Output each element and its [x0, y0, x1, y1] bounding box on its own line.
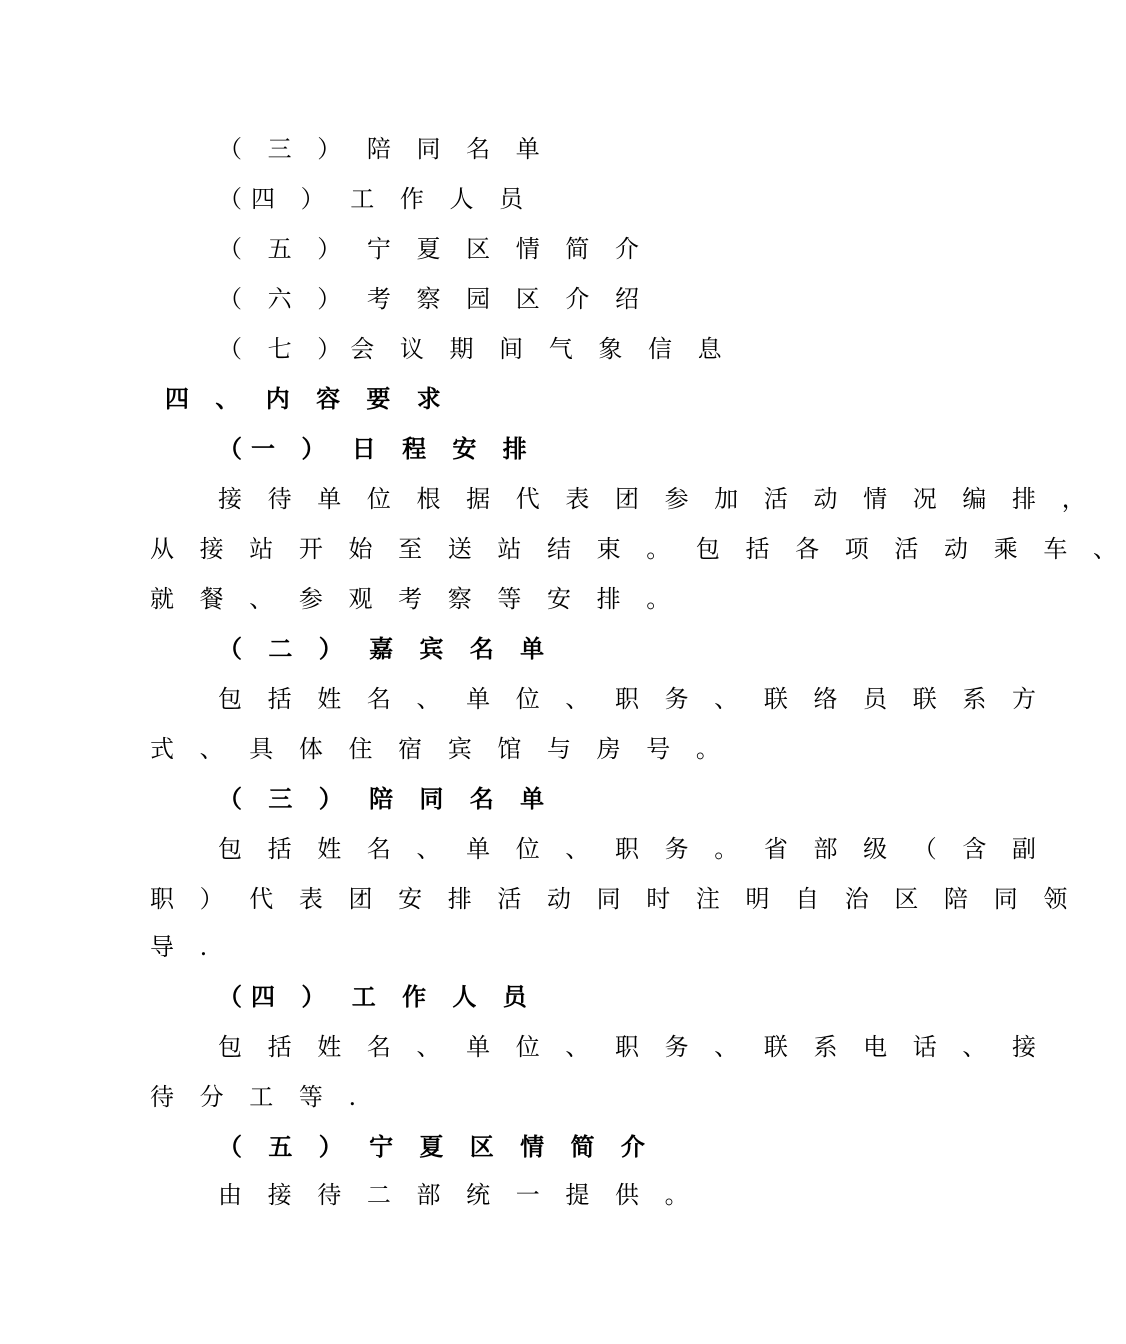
paragraph-line: 包 括 姓 名 、 单 位 、 职 务 、 联 络 员 联 系 方 [218, 685, 1046, 713]
paragraph-line: 待 分 工 等 . [150, 1083, 366, 1111]
subheading-schedule: （一 ） 日 程 安 排 [218, 434, 536, 463]
paragraph-line: 包 括 姓 名 、 单 位 、 职 务 。 省 部 级 （ 含 副 [218, 835, 1046, 863]
toc-item-weather-info: （ 七 ）会 议 期 间 气 象 信 息 [218, 335, 731, 363]
paragraph-line: 由 接 待 二 部 统 一 提 供 。 [218, 1181, 698, 1209]
paragraph-line: 接 待 单 位 根 据 代 表 团 参 加 活 动 情 况 编 排 ， [218, 485, 1095, 513]
section-heading-content-requirements: 四 、 内 容 要 求 [165, 384, 450, 413]
paragraph-line: 从 接 站 开 始 至 送 站 结 束 。 包 括 各 项 活 动 乘 车 、 [150, 535, 1126, 563]
subheading-guest-list: （ 二 ） 嘉 宾 名 单 [218, 634, 554, 663]
paragraph-line: 就 餐 、 参 观 考 察 等 安 排 。 [150, 585, 680, 613]
toc-item-staff: （四 ） 工 作 人 员 [218, 185, 533, 213]
paragraph-line: 包 括 姓 名 、 单 位 、 职 务 、 联 系 电 话 、 接 [218, 1033, 1046, 1061]
paragraph-line: 导 . [150, 933, 217, 961]
paragraph-line: 职 ） 代 表 团 安 排 活 动 同 时 注 明 自 治 区 陪 同 领 [150, 885, 1077, 913]
toc-item-park-intro: （ 六 ） 考 察 园 区 介 绍 [218, 285, 649, 313]
toc-item-ningxia-intro: （ 五 ） 宁 夏 区 情 简 介 [218, 235, 649, 263]
subheading-accompanying-list: （ 三 ） 陪 同 名 单 [218, 784, 554, 813]
subheading-ningxia-intro: （ 五 ） 宁 夏 区 情 简 介 [218, 1132, 654, 1161]
paragraph-line: 式 、 具 体 住 宿 宾 馆 与 房 号 。 [150, 735, 729, 763]
toc-item-accompanying-list: （ 三 ） 陪 同 名 单 [218, 135, 549, 163]
subheading-staff: （四 ） 工 作 人 员 [218, 982, 536, 1011]
